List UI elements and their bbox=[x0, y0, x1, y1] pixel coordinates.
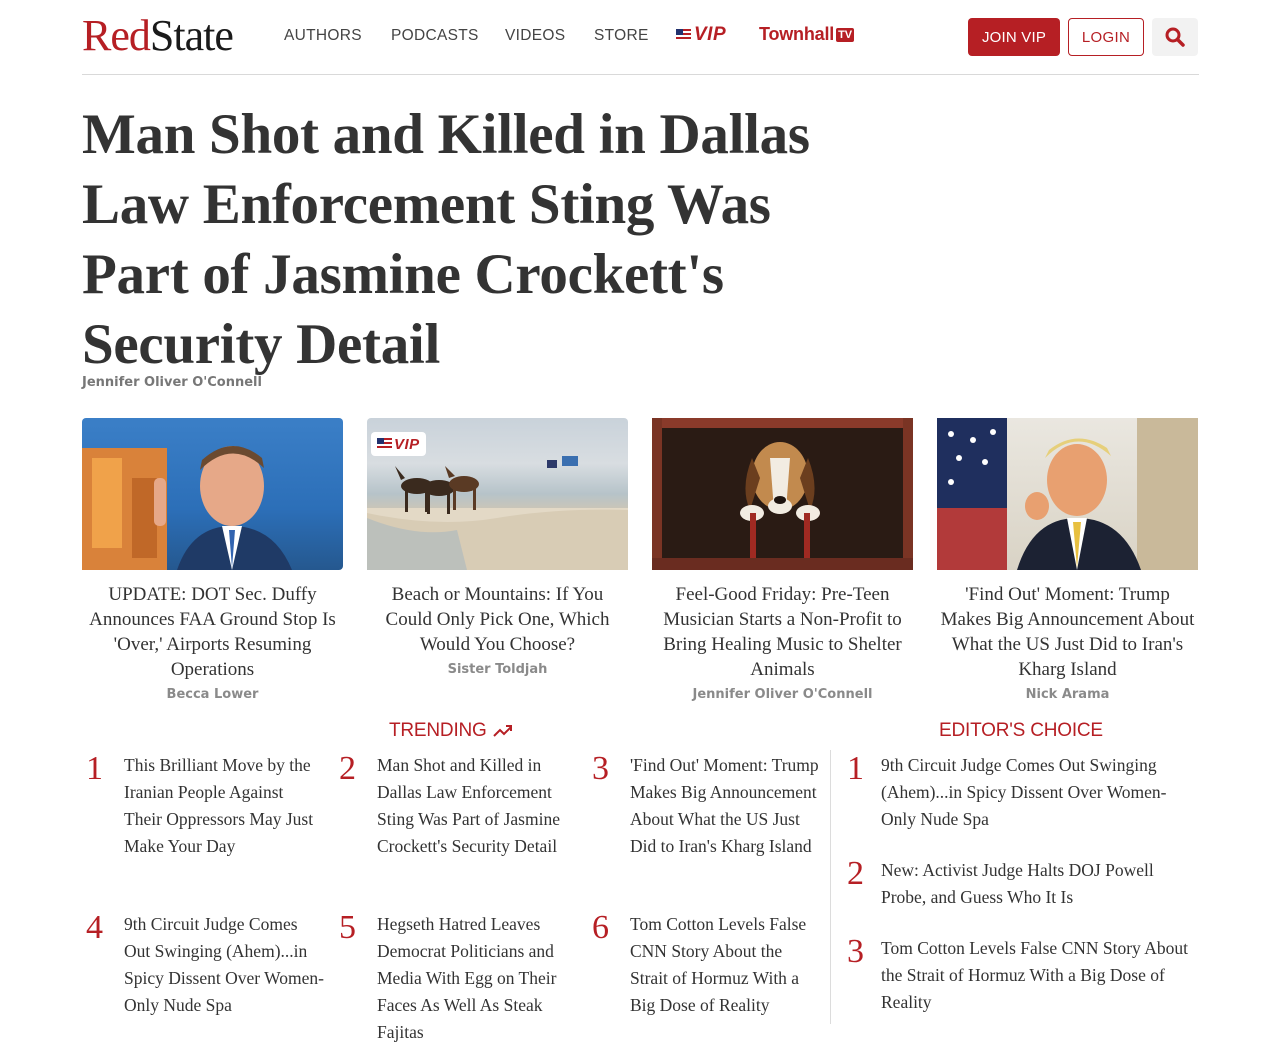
nav-podcasts-link[interactable]: PODCASTS bbox=[391, 27, 479, 44]
editors-choice-item[interactable]: 2 New: Activist Judge Halts DOJ Powell Probe, and Guess Who It Is bbox=[847, 855, 1154, 907]
story-card[interactable] bbox=[82, 418, 343, 702]
story-author[interactable]: Jennifer Oliver O'Connell bbox=[692, 687, 873, 702]
vip-badge: VIP bbox=[371, 432, 426, 456]
article-author[interactable]: Jennifer Oliver O'Connell bbox=[82, 375, 262, 390]
trending-item[interactable]: 5 Hegseth Hatred Leaves Democrat Politicians and Media With Egg on Their Faces As Well As Steak Fajitas bbox=[339, 909, 557, 1042]
nav-videos-link[interactable]: VIDEOS bbox=[505, 27, 566, 44]
story-title[interactable]: 'Find Out' Moment: Trump Makes Big Announcement About What the US Just Did to Iran's Kharg Island bbox=[940, 584, 1195, 680]
trending-item[interactable]: 2 Man Shot and Killed in Dallas Law Enforcement Sting Was Part of Jasmine Crockett's Security Detail bbox=[339, 750, 560, 856]
trending-item[interactable]: 4 9th Circuit Judge Comes Out Swinging (Ahem)...in Spicy Dissent Over Women-Only Nude Spa bbox=[86, 909, 324, 1015]
story-card[interactable] bbox=[652, 418, 913, 702]
trending-item[interactable]: 1 This Brilliant Move by the Iranian People Against Their Oppressors May Just Make Your Day bbox=[86, 750, 314, 856]
search-icon bbox=[1165, 27, 1185, 47]
nav-authors-link[interactable]: AUTHORS bbox=[284, 27, 362, 44]
editors-choice-item[interactable]: 1 9th Circuit Judge Comes Out Swinging (Ahem)...in Spicy Dissent Over Women-Only Nude Spa bbox=[847, 750, 1167, 829]
story-title[interactable]: Feel-Good Friday: Pre-Teen Musician Starts a Non-Profit to Bring Healing Music to Shelter Animals bbox=[663, 584, 902, 680]
trending-heading: TRENDING bbox=[389, 720, 513, 742]
site-header bbox=[82, 0, 1199, 75]
nav-townhall-tv[interactable]: Townhall TV bbox=[759, 24, 853, 44]
nav-videos[interactable] bbox=[505, 0, 565, 72]
story-card[interactable] bbox=[937, 418, 1198, 702]
story-image[interactable] bbox=[652, 418, 913, 570]
story-title[interactable]: UPDATE: DOT Sec. Duffy Announces FAA Ground Stop Is 'Over,' Airports Resuming Operations bbox=[89, 584, 336, 680]
story-author[interactable]: Nick Arama bbox=[1025, 687, 1110, 702]
site-logo[interactable]: RedState bbox=[82, 11, 233, 60]
story-title[interactable]: Beach or Mountains: If You Could Only Pick One, Which Would You Choose? bbox=[385, 584, 610, 655]
login-button[interactable]: LOGIN bbox=[1068, 18, 1144, 56]
story-author[interactable]: Becca Lower bbox=[166, 687, 259, 702]
story-image[interactable] bbox=[937, 418, 1198, 570]
search-button[interactable] bbox=[1152, 18, 1198, 56]
editors-choice-item[interactable]: 3 Tom Cotton Levels False CNN Story About the Strait of Hormuz With a Big Dose of Reality bbox=[847, 933, 1188, 1012]
story-author[interactable]: Sister Toldjah bbox=[447, 662, 548, 677]
story-image[interactable] bbox=[82, 418, 343, 570]
flag-icon bbox=[676, 29, 691, 41]
nav-authors[interactable] bbox=[284, 0, 362, 72]
nav-vip[interactable]: VIP bbox=[676, 24, 726, 46]
story-image[interactable] bbox=[367, 418, 628, 570]
article-title: Man Shot and Killed in Dallas Law Enforcement Sting Was Part of Jasmine Crockett's Security Detail bbox=[82, 103, 810, 376]
nav-podcasts[interactable] bbox=[391, 0, 479, 72]
trending-up-icon bbox=[493, 724, 513, 738]
nav-store[interactable] bbox=[594, 0, 649, 72]
join-vip-button[interactable]: JOIN VIP bbox=[968, 18, 1060, 56]
trending-item[interactable]: 6 Tom Cotton Levels False CNN Story About the Strait of Hormuz With a Big Dose of Reality bbox=[592, 909, 807, 1015]
flag-icon bbox=[377, 438, 392, 450]
column-divider bbox=[830, 750, 831, 1024]
nav-store-link[interactable]: STORE bbox=[594, 27, 649, 44]
trending-item[interactable]: 3 'Find Out' Moment: Trump Makes Big Announcement About What the US Just Did to Iran's Kharg Island bbox=[592, 750, 819, 856]
story-card[interactable] bbox=[367, 418, 628, 677]
editors-choice-heading: EDITOR'S CHOICE bbox=[939, 720, 1103, 741]
